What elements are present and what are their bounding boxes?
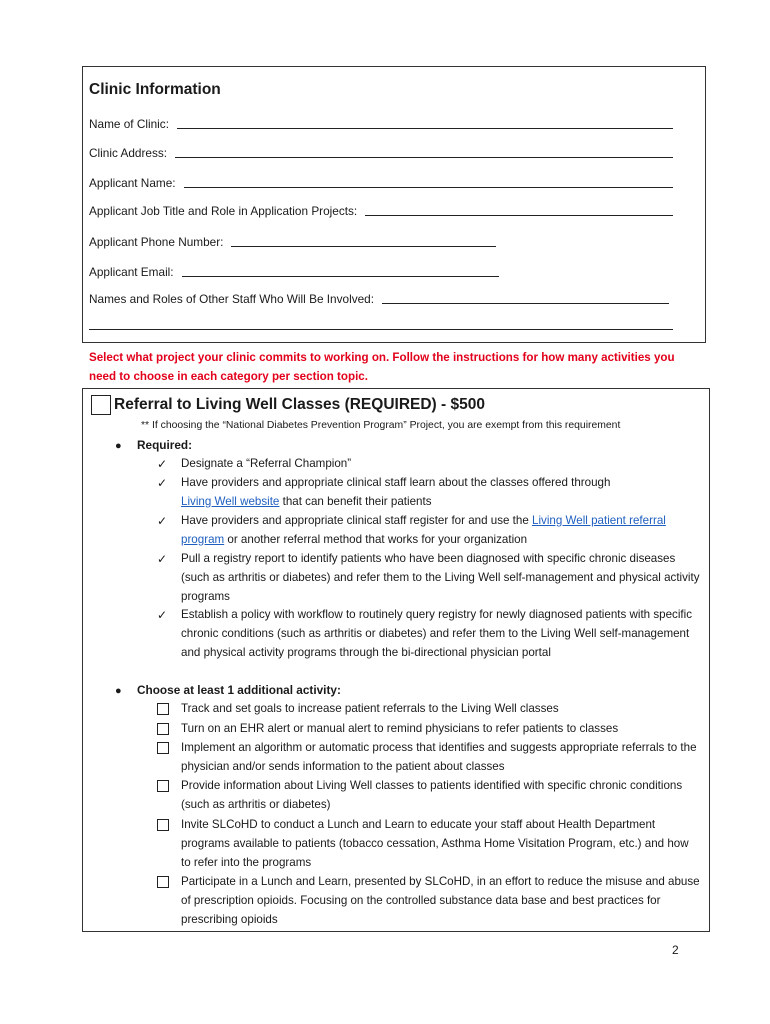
exemption-note: ** If choosing the “National Diabetes Prevention Program” Project, you are exempt from this requirement [141,420,621,431]
required-item [157,455,701,474]
optional-item [181,777,701,815]
required-item [157,512,701,550]
project-instructions: Select what project your clinic commits to working on. Follow the instructions for how many activities you need to choose in each category per section topic. [89,351,675,383]
activity-checkbox[interactable] [157,819,169,831]
required-label: Required: [137,438,193,452]
clinic-address-line[interactable] [175,156,673,158]
applicant-name-field[interactable] [89,174,673,190]
email-field[interactable] [89,263,673,279]
page-number: 2 [672,943,679,957]
section-checkbox[interactable] [91,395,111,415]
phone-line[interactable] [231,245,496,247]
phone-label: Applicant Phone Number: [89,235,224,249]
optional-item-text: Invite SLCoHD to conduct a Lunch and Learn to educate your staff about Health Department programs available to patients (tobacco cessation, Asthma Home Visitation Program, etc.) and how to refer into the programs [181,818,689,869]
required-item [157,606,701,662]
phone-field[interactable] [89,233,673,249]
email-line[interactable] [182,275,499,277]
optional-item-text: Track and set goals to increase patient referrals to the Living Well classes [181,702,559,715]
activity-checkbox[interactable] [157,703,169,715]
clinic-name-line[interactable] [177,127,673,129]
section-header [91,395,485,415]
required-item [157,474,701,512]
job-title-label: Applicant Job Title and Role in Application Projects: [89,204,358,218]
required-item-text: Have providers and appropriate clinical staff learn about the classes offered through [181,476,611,489]
optional-item [181,720,701,739]
checkmark-icon: ✓ [157,514,168,528]
living-well-website-link[interactable]: Living Well website [181,494,280,508]
optional-item-text: Implement an algorithm or automatic process that identifies and suggests appropriate referrals to the physician and/or sends information to the patient about classes [181,741,697,773]
other-staff-continuation-line[interactable] [89,329,673,330]
required-item-text: Establish a policy with workflow to routinely query registry for newly diagnosed patients with specific chronic conditions (such as arthritis or diabetes) and refer them to the Living Well self-management and physical activity programs through the bi-directional physician portal [181,608,693,659]
checkmark-icon: ✓ [157,552,168,566]
living-well-referral-link[interactable]: Living Well patient referral program [181,514,666,546]
optional-item-text: Turn on an EHR alert or manual alert to remind physicians to refer patients to classes [181,722,619,735]
checkmark-icon: ✓ [157,608,168,622]
optional-item [181,700,701,719]
email-label: Applicant Email: [89,265,174,279]
clinic-address-field[interactable] [89,144,673,160]
required-item-text: Have providers and appropriate clinical staff register for and use the [181,514,533,527]
other-staff-label: Names and Roles of Other Staff Who Will Be Involved: [89,292,374,306]
choose-label: Choose at least 1 additional activity: [137,683,341,697]
optional-item-text: Participate in a Lunch and Learn, presented by SLCoHD, in an effort to reduce the misuse and abuse of prescription opioids. Focusing on the controlled substance data base and best practices for prescribing opioids [181,875,700,926]
job-title-line[interactable] [365,214,673,216]
applicant-name-line[interactable] [184,186,673,188]
required-item-text: or another referral method that works for your organization [224,532,528,546]
required-item-text: Designate a “Referral Champion” [181,457,352,470]
clinic-name-label: Name of Clinic: [89,117,169,131]
required-item [157,550,701,606]
required-item-text: that can benefit their patients [279,494,432,508]
optional-item-text: Provide information about Living Well classes to patients identified with specific chronic conditions (such as arthritis or diabetes) [181,779,683,811]
other-staff-line[interactable] [382,302,669,304]
activity-checkbox[interactable] [157,876,169,888]
checkmark-icon: ✓ [157,457,168,471]
optional-item [181,816,701,872]
applicant-name-label: Applicant Name: [89,176,176,190]
optional-item [181,739,701,777]
optional-item [181,873,701,929]
activity-checkbox[interactable] [157,742,169,754]
required-item-text: Pull a registry report to identify patients who have been diagnosed with specific chronic diseases (such as arthritis or diabetes) and refer them to the Living Well self-management and physical activity programs [181,552,700,603]
other-staff-field[interactable] [89,290,669,306]
bullet-icon: ● [115,685,122,697]
activity-checkbox[interactable] [157,780,169,792]
clinic-name-field[interactable] [89,115,673,131]
activity-checkbox[interactable] [157,723,169,735]
bullet-icon: ● [115,440,122,452]
checkmark-icon: ✓ [157,476,168,490]
job-title-field[interactable] [89,202,673,218]
referral-section [82,388,710,932]
choose-heading [115,683,341,697]
clinic-information-section [82,66,706,343]
required-heading [115,438,192,452]
clinic-information-title: Clinic Information [89,81,221,98]
clinic-address-label: Clinic Address: [89,146,168,160]
section-title: Referral to Living Well Classes (REQUIRED) - $500 [114,396,485,413]
